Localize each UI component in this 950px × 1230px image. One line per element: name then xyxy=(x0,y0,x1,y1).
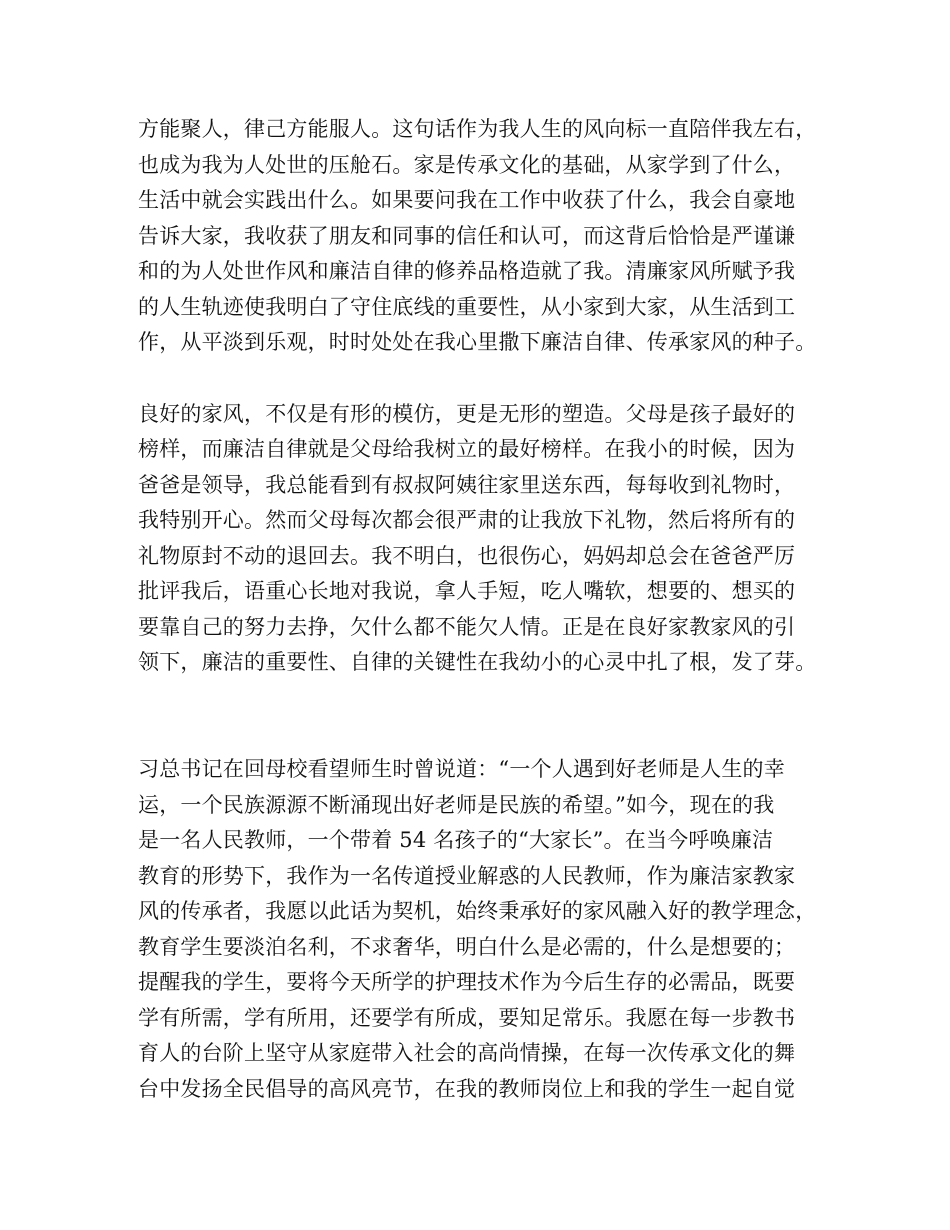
paragraph-3 xyxy=(138,752,838,1107)
text-line: 台中发扬全民倡导的高风亮节，在我的教师岗位上和我的学生一起自觉 xyxy=(138,1076,796,1101)
text-line: 教育学生要淡泊名利，不求奢华，明白什么是必需的，什么是想要的； xyxy=(138,934,796,959)
text-line: 的人生轨迹使我明白了守住底线的重要性，从小家到大家，从生活到工 xyxy=(138,294,796,319)
text-line: 批评我后，语重心长地对我说，拿人手短，吃人嘴软，想要的、想买的 xyxy=(138,579,796,603)
text-line: 良好的家风，不仅是有形的模仿，更是无形的塑造。父母是孩子最好的 xyxy=(138,401,796,426)
text-line: 领下，廉洁的重要性、自律的关键性在我幼小的心灵中扎了根，发了芽。 xyxy=(138,650,817,674)
text-line: 生活中就会实践出什么。如果要问我在工作中收获了什么，我会自豪地 xyxy=(138,188,796,212)
text-line: 提醒我的学生，要将今天所学的护理技术作为今后生存的必需品，既要 xyxy=(138,970,796,994)
text-line: 告诉大家，我收获了朋友和同事的信任和认可，而这背后恰恰是严谨谦 xyxy=(138,223,796,248)
text-line: 学有所需，学有所用，还要学有所成，要知足常乐。我愿在每一步教书 xyxy=(138,1005,796,1030)
text-line: 也成为我为人处世的压舱石。家是传承文化的基础，从家学到了什么， xyxy=(138,152,796,177)
paragraph-2 xyxy=(138,397,838,717)
paragraph-1 xyxy=(138,112,838,361)
document-body xyxy=(138,112,838,1143)
text-line: 方能聚人，律己方能服人。这句话作为我人生的风向标一直陪伴我左右， xyxy=(138,117,817,141)
text-line: 风的传承者，我愿以此话为契机，始终秉承好的家风融入好的教学理念， xyxy=(138,899,817,923)
text-line: 教育的形势下，我作为一名传道授业解惑的人民教师，作为廉洁家教家 xyxy=(138,863,796,888)
text-line: 爸爸是领导，我总能看到有叔叔阿姨往家里送东西，每每收到礼物时， xyxy=(138,472,796,497)
text-line: 作，从平淡到乐观，时时处处在我心里撒下廉洁自律、传承家风的种子。 xyxy=(138,330,817,354)
text-line xyxy=(138,681,838,717)
text-line: 习总书记在回母校看望师生时曾说道：“一个人遇到好老师是人生的幸 xyxy=(138,757,785,781)
text-line: 运，一个民族源源不断涌现出好老师是民族的希望。”如今，现在的我 xyxy=(138,792,775,817)
text-line: 和的为人处世作风和廉洁自律的修养品格造就了我。清廉家风所赋予我 xyxy=(138,259,796,283)
text-line: 要靠自己的努力去挣，欠什么都不能欠人情。正是在良好家教家风的引 xyxy=(138,614,796,639)
text-line: 礼物原封不动的退回去。我不明白，也很伤心，妈妈却总会在爸爸严厉 xyxy=(138,543,796,568)
text-line: 我特别开心。然而父母每次都会很严肃的让我放下礼物，然后将所有的 xyxy=(138,508,796,532)
text-line: 是一名人民教师，一个带着 54 名孩子的“大家长”。在当今呼唤廉洁 xyxy=(138,828,774,852)
text-line: 育人的台阶上坚守从家庭带入社会的高尚情操，在每一次传承文化的舞 xyxy=(138,1041,796,1065)
text-line: 榜样，而廉洁自律就是父母给我树立的最好榜样。在我小的时候，因为 xyxy=(138,437,796,461)
